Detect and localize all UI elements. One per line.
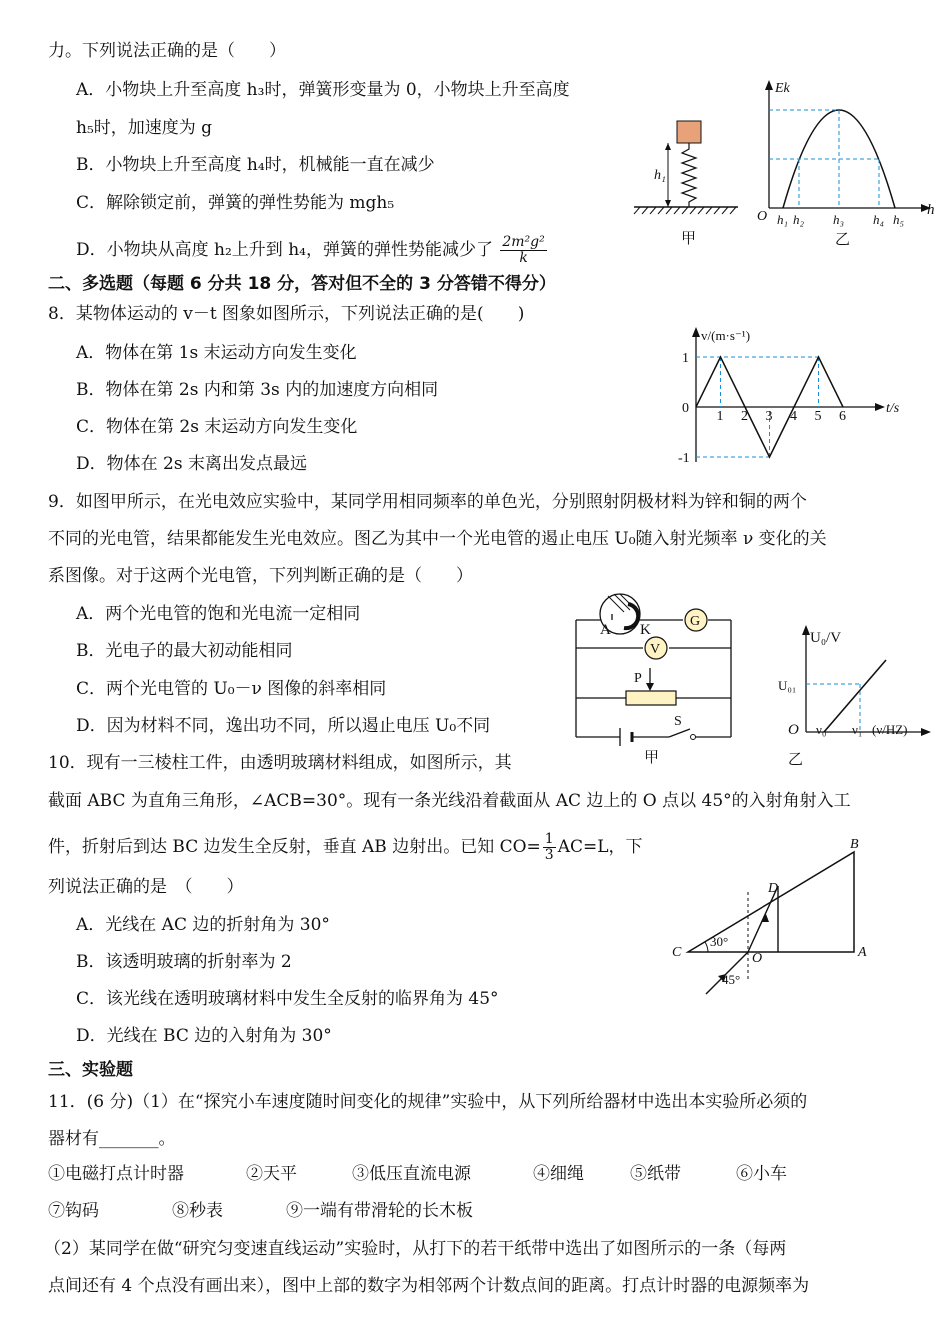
q11-stem-line1: 11．(6 分)（1）在“探究小车速度随时间变化的规律”实验中，从下列所给器材中选出本实验所必须的 <box>48 1092 808 1112</box>
label-d: D <box>768 881 779 896</box>
caption-jia: 甲 <box>681 231 697 247</box>
angle-45: 45° <box>722 972 741 987</box>
q8-option-a: A．物体在第 1s 末运动方向发生变化 <box>76 343 357 363</box>
vt-x-arrow <box>875 403 885 411</box>
tick-h1: h₁ <box>777 212 789 227</box>
label-a-prism: A <box>858 945 867 960</box>
q11-item-9: ⑨一端有带滑轮的长木板 <box>286 1201 473 1221</box>
q11-item-3: ③低压直流电源 <box>352 1164 471 1184</box>
q10-option-b: B．该透明玻璃的折射率为 2 <box>76 952 292 972</box>
q7-option-a-cont: h₅时，加速度为 g <box>76 118 213 138</box>
tick-h4: h₄ <box>873 212 885 227</box>
vt-x-tick: 5 <box>814 409 822 424</box>
vt-x-tick: 1 <box>716 409 724 424</box>
q10-stem-line1: 10．现有一三棱柱工件，由透明玻璃材料组成，如图所示，其 <box>48 753 512 773</box>
q7-spring-figure <box>630 115 740 250</box>
q11-item-7: ⑦钩码 <box>48 1201 99 1221</box>
q9-option-b: B．光电子的最大初动能相同 <box>76 641 293 661</box>
angle-30: 30° <box>710 934 729 949</box>
q11-part2-line2: 点间还有 4 个点没有画出来），图中上部的数字为相邻两个计数点间的距离。打点计时器的电源频率为 <box>48 1276 810 1296</box>
nu1-tick: ν₁ <box>852 722 863 737</box>
label-o: O <box>752 951 763 966</box>
slider-arrow <box>646 683 654 691</box>
q9-circuit <box>568 592 743 767</box>
vt-y-tick: 1 <box>682 351 689 366</box>
q7-option-d <box>76 235 549 266</box>
label-g: G <box>690 614 701 629</box>
q11-item-4: ④细绳 <box>533 1164 584 1184</box>
vt-y-arrow <box>692 327 700 337</box>
q9-stem-line3: 系图像。对于这两个光电管，下列判断正确的是（ ） <box>48 566 473 586</box>
q11-part2-line1: （2）某同学在做“研究匀变速直线运动”实验时，从打下的若干纸带中选出了如图所示的一条（每两 <box>44 1239 787 1259</box>
q10-frac-den: 3 <box>544 847 554 863</box>
q9-option-a: A．两个光电管的饱和光电流一定相同 <box>76 604 361 624</box>
vt-y-ticks <box>678 351 690 466</box>
vt-x-tick: 4 <box>790 409 797 424</box>
caption-yi: 乙 <box>835 232 851 248</box>
spring <box>682 143 696 207</box>
q7-option-d-text: D．小物块从高度 h₂上升到 h₄，弹簧的弹性势能减少了 <box>76 240 493 260</box>
q8-option-b: B．物体在第 2s 内和第 3s 内的加速度方向相同 <box>76 380 439 400</box>
q10-stem-line4: 列说法正确的是 （ ） <box>48 877 244 897</box>
vt-ylabel: v/(m·s⁻¹) <box>701 328 751 343</box>
q7-fraction <box>500 235 546 266</box>
switch-lever <box>669 729 690 737</box>
tick-h5: h₅ <box>893 212 905 227</box>
q11-item-8: ⑧秒表 <box>172 1201 223 1221</box>
y-axis-arrow <box>765 80 773 90</box>
label-c: C <box>672 945 682 960</box>
q10-option-a: A．光线在 AC 边的折射角为 30° <box>76 915 330 935</box>
vt-xlabel: t/s <box>886 401 900 416</box>
q10-option-c: C．该光线在透明玻璃材料中发生全反射的临界角为 45° <box>76 989 499 1009</box>
q10-stem-line2: 截面 ABC 为直角三角形，∠ACB=30°。现有一条光线沿着截面从 AC 边上的 O 点以 45°的入射角射入工 <box>48 791 851 811</box>
vt-x-tick: 6 <box>839 409 846 424</box>
q11-item-1: ①电磁打点计时器 <box>48 1164 184 1184</box>
q10-fraction <box>543 832 556 863</box>
label-s: S <box>674 714 682 729</box>
q9-stem-line1: 9．如图甲所示，在光电效应实验中，某同学用相同频率的单色光，分别照射阴极材料为锌和铜的两个 <box>48 492 807 512</box>
label-k: K <box>640 622 651 638</box>
q9-option-c: C．两个光电管的 U₀－ν 图像的斜率相同 <box>76 679 387 699</box>
q8-vt-chart <box>672 322 922 472</box>
u0-y-arrow <box>802 625 810 635</box>
vt-y-tick: -1 <box>678 451 690 466</box>
q11-item-6: ⑥小车 <box>736 1164 787 1184</box>
u0-origin: O <box>788 722 799 738</box>
q9-u0-graph <box>776 620 936 770</box>
nu0-tick: ν₀ <box>816 722 827 737</box>
height-arrow-bottom <box>665 200 671 207</box>
vt-x-tick: 3 <box>765 409 773 424</box>
q7-option-b: B．小物块上升至高度 h₄时，机械能一直在减少 <box>76 155 435 175</box>
h-axis-label: h <box>927 202 935 218</box>
q7-option-c: C．解除锁定前，弹簧的弹性势能为 mgh₅ <box>76 193 395 213</box>
q8-stem: 8．某物体运动的 v－t 图象如图所示，下列说法正确的是( ) <box>48 304 525 324</box>
block <box>677 121 701 143</box>
caption-yi-q9: 乙 <box>788 752 804 768</box>
q10-option-d: D．光线在 BC 边的入射角为 30° <box>76 1026 332 1046</box>
q9-stem-line2: 不同的光电管，结果都能发生光电效应。图乙为其中一个光电管的遏止电压 U₀随入射光频率 ν 变化的关 <box>48 529 827 549</box>
caption-jia-q9: 甲 <box>644 750 660 766</box>
q11-item-2: ②天平 <box>246 1164 297 1184</box>
q8-option-c: C．物体在第 2s 末运动方向发生变化 <box>76 417 358 437</box>
q7-option-a: A．小物块上升至高度 h₃时，弹簧形变量为 0，小物块上升至高度 <box>76 80 570 100</box>
q10-stem-line3a: 件，折射后到达 BC 边发生全反射，垂直 AB 边射出。已知 CO= <box>48 837 541 857</box>
label-v: V <box>650 642 661 657</box>
h1-label: h₁ <box>654 168 666 183</box>
u01-tick: U₀₁ <box>778 678 797 693</box>
dashed-guides <box>769 110 879 208</box>
q10-stem-line3 <box>48 832 643 863</box>
q8-option-d: D．物体在 2s 末离出发点最远 <box>76 454 307 474</box>
angle-arc-30 <box>705 942 708 952</box>
q7-frac-num: 2m²g² <box>502 234 545 250</box>
label-b: B <box>850 837 859 852</box>
u0-ylabel: U₀/V <box>810 630 842 646</box>
q11-stem-line2: 器材有_______。 <box>48 1129 176 1149</box>
q10-prism-figure <box>668 832 878 1002</box>
q9-option-d: D．因为材料不同，逸出功不同，所以遏止电压 U₀不同 <box>76 716 491 736</box>
q7-stem-tail: 力。下列说法正确的是（ ） <box>48 41 286 61</box>
section-2-heading: 二、多选题（每题 6 分共 18 分，答对但不全的 3 分答错不得分） <box>48 274 556 294</box>
vt-x-tick: 2 <box>741 409 748 424</box>
origin-label: O <box>757 209 768 224</box>
vt-y-tick: 0 <box>682 401 689 416</box>
u0-xlabel: (ν/HZ) <box>872 722 908 737</box>
vt-x-ticks <box>717 409 847 424</box>
section-3-heading: 三、实验题 <box>48 1060 133 1080</box>
label-p: P <box>634 671 642 686</box>
q7-ek-graph <box>755 78 940 250</box>
ground-hatch <box>634 207 736 214</box>
q7-frac-den: k <box>519 250 528 266</box>
height-arrow-top <box>665 143 671 150</box>
rheostat <box>626 691 676 705</box>
tick-h2: h₂ <box>793 212 805 227</box>
switch-contact <box>691 735 696 740</box>
q11-item-5: ⑤纸带 <box>630 1164 681 1184</box>
u0-x-arrow <box>921 728 931 736</box>
tick-h3: h₃ <box>833 212 845 227</box>
label-a: A <box>600 622 611 638</box>
q10-frac-num: 1 <box>544 831 554 847</box>
q10-stem-line3b: AC=L，下 <box>557 837 643 857</box>
ek-label: Ek <box>775 81 790 96</box>
